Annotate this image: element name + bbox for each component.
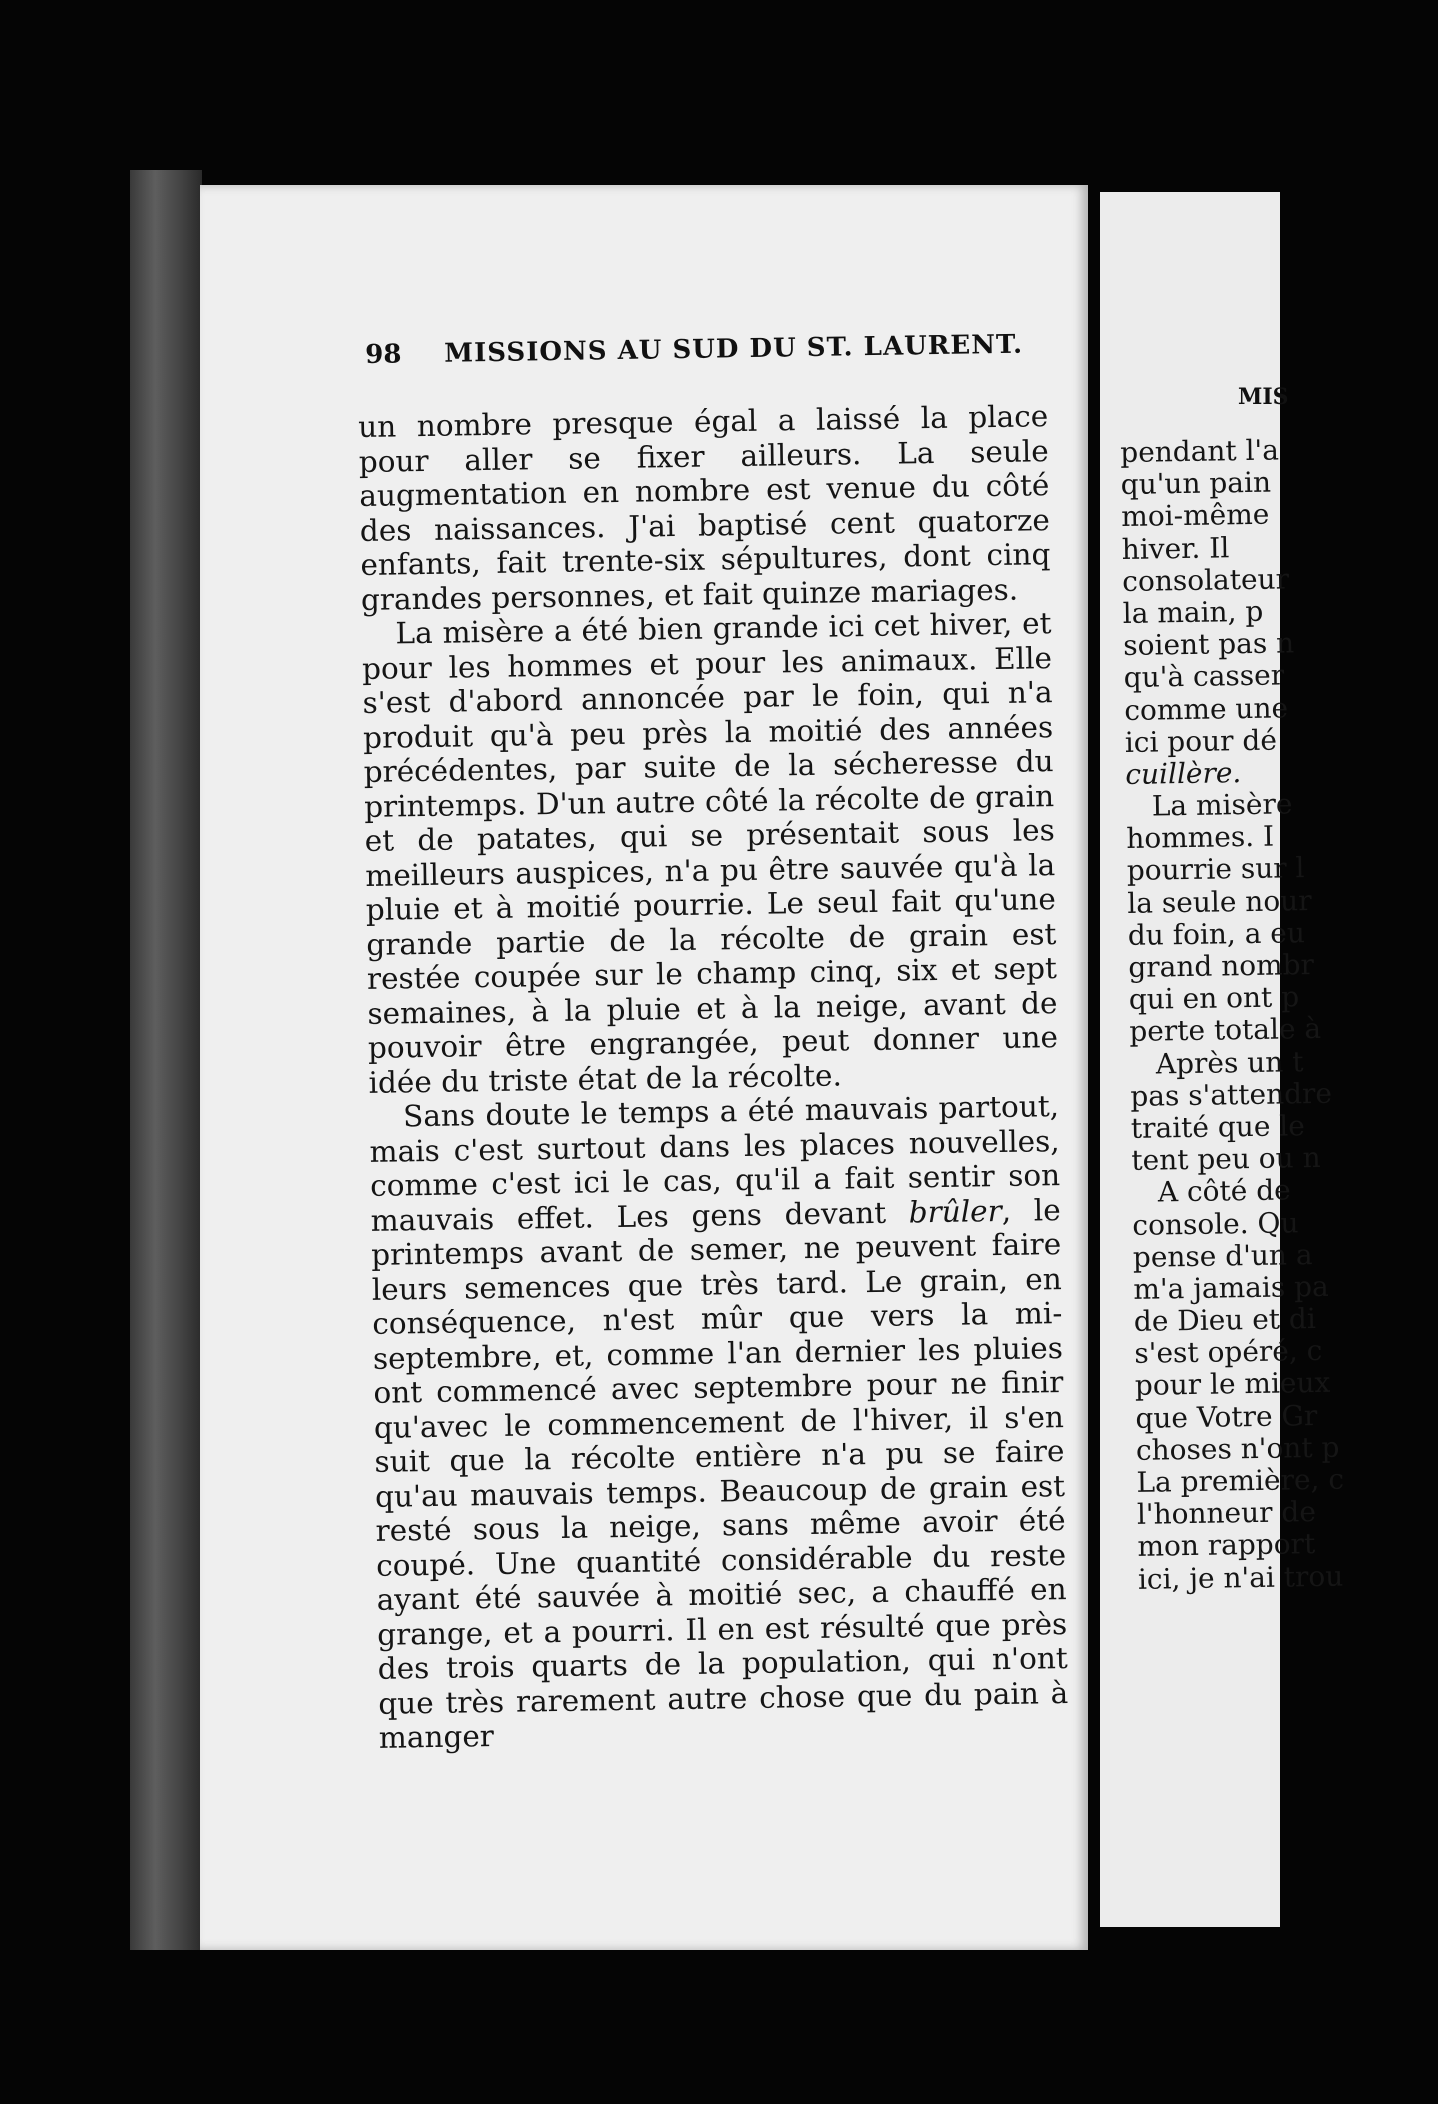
- text-column: [358, 399, 1069, 1755]
- right-line: perte totale à: [1129, 1012, 1322, 1049]
- right-running-head: MIS: [1238, 384, 1289, 410]
- page-number: 98: [365, 339, 402, 370]
- right-page: [1100, 192, 1345, 1927]
- right-line: la seule nour: [1127, 883, 1312, 920]
- right-line: console. Qu: [1132, 1205, 1299, 1242]
- running-head: MISSIONS AU SUD DU ST. LAURENT.: [444, 329, 1024, 369]
- book-spine-shadow: [130, 170, 202, 1950]
- right-line: ici, je n'ai trou: [1137, 1559, 1344, 1596]
- right-line: ici pour dé: [1124, 723, 1278, 759]
- right-line: pourrie sur l: [1126, 851, 1305, 888]
- right-line: Après un t: [1155, 1044, 1304, 1081]
- left-page: [200, 185, 1088, 1950]
- right-line: la main, p: [1122, 594, 1264, 630]
- paragraph-3-start: Sans doute le temps a été mauvais partout, mais c'est surtout dans les places nouvelles, comme c'est ici le cas, qu'il a fait sentir son mauvais effet. Les gens devant: [369, 1089, 1061, 1238]
- paragraph-3: [369, 1089, 1069, 1755]
- page-header: [365, 329, 1065, 370]
- right-line: grand nombr: [1128, 948, 1315, 984]
- right-line: traité que le: [1130, 1109, 1306, 1145]
- right-line: pendant l'a: [1119, 433, 1280, 469]
- right-line: de Dieu et di: [1133, 1302, 1317, 1338]
- right-line: pas s'attendre: [1130, 1076, 1333, 1113]
- right-line: moi-même: [1120, 498, 1270, 534]
- right-line: qu'à casser: [1123, 658, 1285, 695]
- right-line: s'est opéré, c: [1134, 1334, 1323, 1371]
- paragraph-2: La misère a été bien grande ici cet hiver, et pour les hommes et pour les animaux. Elle s'est d'abord annoncée par le foin, qui n'a produit qu'à peu près la moitié des années précédentes, par suite de la sécheresse du printemps. D'un autre côté la récolte de grain et de patates, qui se présentait sous les meilleurs auspices, n'a pu être sauvée qu'à la pluie et à moitié pourrie. Le seul fait qu'une grande partie de la récolte de grain est restée coupée sur le champ cinq, six et sept semaines, à la pluie et à la neige, avant de pouvoir être engrangée, peut donner une idée du triste état de la récolte.: [361, 606, 1059, 1100]
- right-line: hiver. Il: [1121, 530, 1230, 566]
- paragraph-1: un nombre presque égal a laissé la place pour aller se fixer ailleurs. La seule augmentation en nombre est venue du côté des naissances. J'ai baptisé cent quatorze enfants, fait trente-six sépultures, dont cinq grandes personnes, et fait quinze mariages.: [358, 399, 1051, 617]
- right-line: pense d'un a: [1132, 1237, 1313, 1274]
- right-line: tent peu ou n: [1131, 1141, 1321, 1178]
- right-line: l'honneur de: [1136, 1495, 1317, 1532]
- paragraph-3-end: , le printemps avant de semer, ne peuvent faire leurs semences que très tard. Le grain, en conséquence, n'est mûr que vers la mi-septembre, et, comme l'an dernier les pluies ont commencé avec septembre pour ne finir qu'avec le commencement de l'hiver, il s'en suit que la récolte entière n'a pu se faire qu'au mauvais temps. Beaucoup de grain est resté sous la neige, sans même avoir été coupé. Une quantité considérable du reste ayant été sauvée à moitié sec, a chauffé en grange, et a pourri. Il en est résulté que près des trois quarts de la population, qui n'ont que très rarement autre chose que du pain à manger: [371, 1192, 1069, 1755]
- right-line: hommes. I: [1126, 819, 1275, 856]
- right-line: m'a jamais pa: [1133, 1269, 1329, 1306]
- right-line: choses n'ont p: [1135, 1430, 1340, 1467]
- right-line: soient pas n: [1123, 626, 1295, 663]
- right-line: que Votre Gr: [1135, 1398, 1318, 1435]
- right-text-column: [1120, 432, 1438, 1595]
- right-line: cuillère.: [1125, 756, 1242, 791]
- right-line: pour le mieux: [1134, 1366, 1331, 1403]
- right-line: comme une: [1124, 690, 1289, 727]
- right-line: qui en ont p: [1128, 980, 1300, 1017]
- italic-word: brûler: [908, 1193, 1002, 1229]
- right-line: La première, c: [1136, 1462, 1345, 1499]
- right-line: qu'un pain: [1120, 465, 1272, 502]
- right-line: consolateur: [1122, 562, 1290, 598]
- right-line: A côté de: [1157, 1173, 1292, 1209]
- right-line: La misère: [1151, 787, 1293, 823]
- right-line: du foin, a eu: [1127, 915, 1306, 952]
- right-line: mon rapport: [1137, 1527, 1316, 1564]
